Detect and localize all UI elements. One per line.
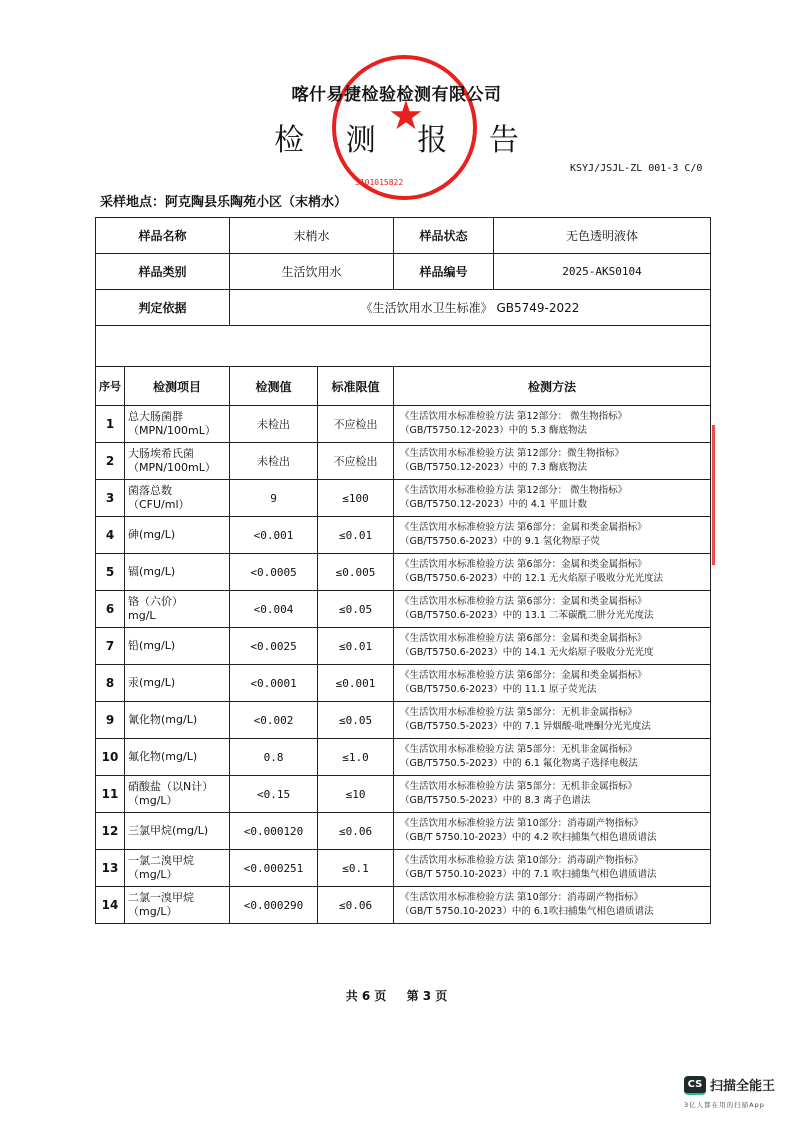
row-number: 3	[96, 480, 125, 517]
test-value: <0.001	[230, 517, 318, 554]
test-value: <0.000290	[230, 887, 318, 924]
standard-limit: ≤0.06	[318, 887, 394, 924]
sampling-site: 采样地点：阿克陶县乐陶苑小区（末梢水）	[100, 195, 348, 210]
table-row	[96, 739, 711, 776]
test-item	[125, 480, 230, 517]
test-item-name: 铅(mg/L)	[128, 639, 176, 652]
row-number: 9	[96, 702, 125, 739]
method-clause: （GB/T5750.12-2023）中的 7.3 酶底物法	[400, 462, 587, 473]
sample-state-label: 样品状态	[394, 218, 494, 253]
test-value: <0.0005	[230, 554, 318, 591]
method-standard: 《生活饮用水标准检验方法 第12部分： 微生物指标》	[400, 485, 628, 496]
info-row	[96, 290, 711, 326]
method-clause: （GB/T5750.6-2023）中的 11.1 原子荧光法	[400, 684, 597, 695]
method-clause: （GB/T 5750.10-2023）中的 6.1吹扫捕集气相色谱质谱法	[400, 906, 654, 917]
row-number: 8	[96, 665, 125, 702]
test-method	[394, 628, 711, 665]
method-clause: （GB/T5750.5-2023）中的 8.3 离子色谱法	[400, 795, 591, 806]
test-item-name: 氰化物(mg/L)	[128, 713, 198, 726]
row-number: 4	[96, 517, 125, 554]
col-value: 检测值	[230, 367, 318, 406]
test-item	[125, 887, 230, 924]
test-item	[125, 406, 230, 443]
standard-limit: ≤0.1	[318, 850, 394, 887]
standard-limit: ≤10	[318, 776, 394, 813]
camscanner-tagline: 3亿人都在用的扫描App	[684, 1101, 765, 1109]
test-item-name: 一氯二溴甲烷	[128, 854, 194, 867]
test-item	[125, 739, 230, 776]
company-name: 喀什易捷检验检测有限公司	[291, 85, 502, 105]
col-item: 检测项目	[125, 367, 230, 406]
test-method	[394, 739, 711, 776]
method-standard: 《生活饮用水标准检验方法 第6部分：金属和类金属指标》	[400, 633, 647, 644]
blank-row	[96, 326, 711, 367]
standard-limit: ≤1.0	[318, 739, 394, 776]
test-item-name: 三氯甲烷(mg/L)	[128, 824, 209, 837]
title-char: 检	[274, 123, 305, 158]
sample-type: 生活饮用水	[230, 254, 394, 290]
report-table	[95, 217, 711, 924]
test-method	[394, 887, 711, 924]
table-row	[96, 702, 711, 739]
method-standard: 《生活饮用水标准检验方法 第6部分：金属和类金属指标》	[400, 559, 647, 570]
method-clause: （GB/T 5750.10-2023）中的 4.2 吹扫捕集气相色谱质谱法	[400, 832, 657, 843]
standard-limit: ≤0.01	[318, 517, 394, 554]
test-value: <0.15	[230, 776, 318, 813]
method-standard: 《生活饮用水标准检验方法 第5部分：无机非金属指标》	[400, 781, 638, 792]
standard-limit: ≤0.005	[318, 554, 394, 591]
method-standard: 《生活饮用水标准检验方法 第12部分： 微生物指标》	[400, 411, 628, 422]
title-char: 告	[488, 123, 519, 158]
method-clause: （GB/T5750.5-2023）中的 6.1 氟化物离子选择电极法	[400, 758, 638, 769]
test-item-unit: （mg/L）	[128, 905, 178, 918]
sample-no: 2025-AKS0104	[562, 265, 642, 278]
col-no: 序号	[96, 367, 125, 406]
method-standard: 《生活饮用水标准检验方法 第12部分：微生物指标》	[400, 448, 625, 459]
sample-state: 无色透明液体	[566, 229, 639, 243]
col-method: 检测方法	[394, 367, 711, 406]
row-number: 14	[96, 887, 125, 924]
perforation-seal	[712, 425, 729, 565]
table-row	[96, 887, 711, 924]
sample-state-cell	[394, 218, 711, 254]
method-standard: 《生活饮用水标准检验方法 第5部分：无机非金属指标》	[400, 744, 638, 755]
test-value: <0.002	[230, 702, 318, 739]
camscanner-logo-icon: CS	[684, 1076, 706, 1095]
standard-limit: ≤0.05	[318, 591, 394, 628]
table-row	[96, 517, 711, 554]
report-title	[0, 115, 793, 159]
table-row	[96, 628, 711, 665]
method-clause: （GB/T5750.12-2023）中的 5.3 酶底物法	[400, 425, 587, 436]
test-method	[394, 480, 711, 517]
test-item	[125, 665, 230, 702]
method-clause: （GB/T5750.5-2023）中的 7.1 异烟酸-吡唑酮分光光度法	[400, 721, 651, 732]
test-item	[125, 591, 230, 628]
sample-name: 末梢水	[230, 218, 394, 254]
page-footer	[0, 987, 793, 1004]
method-clause: （GB/T 5750.10-2023）中的 7.1 吹扫捕集气相色谱质谱法	[400, 869, 657, 880]
test-item	[125, 850, 230, 887]
test-value: 未检出	[230, 406, 318, 443]
test-method	[394, 443, 711, 480]
sample-type-label: 样品类别	[96, 254, 230, 290]
camscanner-app-name: 扫描全能王	[710, 1079, 776, 1094]
test-value: <0.000251	[230, 850, 318, 887]
test-method	[394, 813, 711, 850]
test-item-name: 氟化物(mg/L)	[128, 750, 198, 763]
test-method	[394, 702, 711, 739]
method-standard: 《生活饮用水标准检验方法 第10部分：消毒副产物指标》	[400, 818, 644, 829]
row-number: 2	[96, 443, 125, 480]
method-standard: 《生活饮用水标准检验方法 第6部分：金属和类金属指标》	[400, 596, 647, 607]
method-clause: （GB/T5750.6-2023）中的 9.1 氢化物原子荧	[400, 536, 600, 547]
test-item	[125, 517, 230, 554]
standard-limit: ≤0.05	[318, 702, 394, 739]
row-number: 12	[96, 813, 125, 850]
test-value: <0.0001	[230, 665, 318, 702]
test-item	[125, 776, 230, 813]
table-row	[96, 813, 711, 850]
test-item	[125, 813, 230, 850]
test-value: <0.000120	[230, 813, 318, 850]
table-row	[96, 776, 711, 813]
test-item-name: 二氯一溴甲烷	[128, 891, 194, 904]
method-clause: （GB/T5750.6-2023）中的 14.1 无火焰原子吸收分光光度	[400, 647, 654, 658]
test-value: 9	[230, 480, 318, 517]
table-row	[96, 406, 711, 443]
method-standard: 《生活饮用水标准检验方法 第10部分：消毒副产物指标》	[400, 855, 644, 866]
test-method	[394, 554, 711, 591]
test-item-unit: mg/L	[128, 609, 156, 622]
test-item	[125, 443, 230, 480]
test-item-name: 总大肠菌群	[128, 410, 183, 423]
row-number: 11	[96, 776, 125, 813]
test-item	[125, 554, 230, 591]
row-number: 1	[96, 406, 125, 443]
test-item-name: 菌落总数	[128, 484, 172, 497]
row-number: 7	[96, 628, 125, 665]
test-method	[394, 850, 711, 887]
standard-limit: 不应检出	[318, 443, 394, 480]
table-row	[96, 443, 711, 480]
test-method	[394, 406, 711, 443]
standard-limit: ≤0.01	[318, 628, 394, 665]
test-item-name: 硝酸盐（以N计）	[128, 780, 214, 793]
standard-limit: ≤100	[318, 480, 394, 517]
test-method	[394, 591, 711, 628]
test-item-unit: （CFU/ml）	[128, 498, 190, 511]
column-header-row	[96, 367, 711, 406]
test-item-name: 大肠埃希氏菌	[128, 447, 194, 460]
method-standard: 《生活饮用水标准检验方法 第10部分：消毒副产物指标》	[400, 892, 644, 903]
standard-limit: 不应检出	[318, 406, 394, 443]
table-row	[96, 480, 711, 517]
seal-star-icon: ★	[388, 93, 424, 139]
test-method	[394, 665, 711, 702]
document-number: KSYJ/JSJL-ZL 001-3 C/0	[570, 163, 703, 174]
sample-name-label: 样品名称	[96, 218, 230, 254]
test-item-unit: （mg/L）	[128, 794, 178, 807]
method-clause: （GB/T5750.12-2023）中的 4.1 平皿计数	[400, 499, 587, 510]
sample-no-cell	[394, 254, 711, 290]
basis-label: 判定依据	[96, 290, 230, 326]
table-row	[96, 591, 711, 628]
test-item	[125, 702, 230, 739]
current-page: 第 3 页	[406, 989, 448, 1003]
test-item-unit: （MPN/100mL）	[128, 461, 216, 474]
method-standard: 《生活饮用水标准检验方法 第6部分：金属和类金属指标》	[400, 522, 647, 533]
test-value: <0.0025	[230, 628, 318, 665]
test-value: 0.8	[230, 739, 318, 776]
table-row	[96, 665, 711, 702]
total-pages: 共 6 页	[345, 989, 387, 1003]
row-number: 13	[96, 850, 125, 887]
test-value: 未检出	[230, 443, 318, 480]
title-char: 报	[417, 123, 448, 158]
row-number: 10	[96, 739, 125, 776]
test-item-unit: （MPN/100mL）	[128, 424, 216, 437]
method-clause: （GB/T5750.6-2023）中的 13.1 二苯碳酰二肼分光光度法	[400, 610, 654, 621]
test-method	[394, 776, 711, 813]
test-item	[125, 628, 230, 665]
seal-code: 3101015822	[355, 178, 404, 187]
sample-no-label: 样品编号	[394, 254, 494, 289]
info-row	[96, 218, 711, 254]
method-clause: （GB/T5750.6-2023）中的 12.1 无火焰原子吸收分光光度法	[400, 573, 663, 584]
test-item-name: 汞(mg/L)	[128, 676, 176, 689]
standard-limit: ≤0.06	[318, 813, 394, 850]
test-method	[394, 517, 711, 554]
method-standard: 《生活饮用水标准检验方法 第6部分：金属和类金属指标》	[400, 670, 647, 681]
title-char: 测	[345, 123, 376, 158]
row-number: 5	[96, 554, 125, 591]
standard-limit: ≤0.001	[318, 665, 394, 702]
test-item-unit: （mg/L）	[128, 868, 178, 881]
col-limit: 标准限值	[318, 367, 394, 406]
test-value: <0.004	[230, 591, 318, 628]
test-item-name: 镉(mg/L)	[128, 565, 176, 578]
info-row	[96, 254, 711, 290]
test-item-name: 砷(mg/L)	[128, 528, 176, 541]
basis: 《生活饮用水卫生标准》 GB5749-2022	[230, 290, 711, 326]
row-number: 6	[96, 591, 125, 628]
table-row	[96, 850, 711, 887]
method-standard: 《生活饮用水标准检验方法 第5部分：无机非金属指标》	[400, 707, 638, 718]
test-item-name: 铬（六价）	[128, 595, 183, 608]
table-row	[96, 554, 711, 591]
